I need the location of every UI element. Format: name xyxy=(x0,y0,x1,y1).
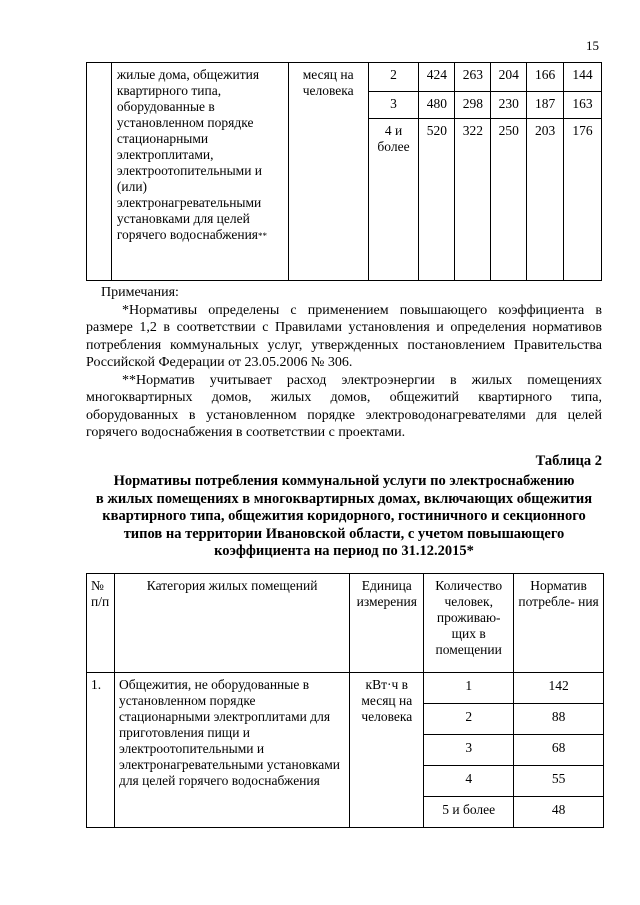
norm-cell: 88 xyxy=(514,704,604,735)
unit-cell: кВт·ч в месяц на человека xyxy=(350,673,424,828)
title-line: квартирного типа, общежития коридорного, гостиничного и секционного xyxy=(102,508,586,524)
header-category: Категория жилых помещений xyxy=(114,574,349,673)
value-cell: 204 xyxy=(491,63,527,92)
persons-cell: 3 xyxy=(368,92,419,119)
value-cell: 298 xyxy=(455,92,491,119)
value-cell: 166 xyxy=(527,63,564,92)
table-header-row xyxy=(87,574,604,673)
persons-cell: 5 и более xyxy=(424,797,514,828)
persons-cell: 4 и более xyxy=(368,119,419,281)
table-row xyxy=(87,63,602,92)
value-cell: 187 xyxy=(527,92,564,119)
value-cell: 203 xyxy=(527,119,564,281)
norm-cell: 48 xyxy=(514,797,604,828)
norm-cell: 142 xyxy=(514,673,604,704)
norm-cell: 68 xyxy=(514,735,604,766)
title-line: Нормативы потребления коммунальной услуги по электроснабжению xyxy=(113,473,575,489)
value-cell: 250 xyxy=(491,119,527,281)
value-cell: 520 xyxy=(419,119,455,281)
row-num: 1. xyxy=(87,673,115,828)
page-number: 15 xyxy=(586,38,599,53)
value-cell: 322 xyxy=(455,119,491,281)
category-text: жилые дома, общежития квартирного типа, оборудованные в установленном порядке стационарными электроплитами, электроотопительными и (или) электронагревательными установками для целей горячего водоснабжения xyxy=(116,67,263,242)
table-title xyxy=(86,473,602,561)
persons-cell: 2 xyxy=(368,63,419,92)
persons-cell: 3 xyxy=(424,735,514,766)
table-row xyxy=(87,673,604,704)
header-norm: Норматив потребле- ния xyxy=(514,574,604,673)
norms-table xyxy=(86,573,604,828)
note-2: **Норматив учитывает расход электроэнергии в жилых помещениях многоквартирных домов, жилых домов, общежитий квартирного типа, оборудованных в установленном порядке электроводонагревателями для целей горячего водоснабжения в соответствии с проектами. xyxy=(86,372,602,440)
table-label: Таблица 2 xyxy=(535,453,602,469)
persons-cell: 2 xyxy=(424,704,514,735)
note-1: *Нормативы определены с применением повышающего коэффициента в размере 1,2 в соответствии с Правилами установления и определения нормативов потребления коммунальных услуг, утвержденных постановлением Правительства Российской Федерации от 23.05.2006 № 306. xyxy=(86,302,602,370)
title-line: в жилых помещениях в многоквартирных домах, включающих общежития xyxy=(95,490,593,507)
unit-cell: месяц на человека xyxy=(288,63,368,281)
continued-norms-table xyxy=(86,62,602,281)
notes-heading: Примечания: xyxy=(101,285,179,300)
value-cell: 480 xyxy=(419,92,455,119)
header-num: № п/п xyxy=(87,574,115,673)
header-unit: Единица измерения xyxy=(350,574,424,673)
persons-cell: 1 xyxy=(424,673,514,704)
value-cell: 230 xyxy=(491,92,527,119)
value-cell: 144 xyxy=(564,63,602,92)
value-cell: 263 xyxy=(455,63,491,92)
persons-cell: 4 xyxy=(424,766,514,797)
value-cell: 176 xyxy=(564,119,602,281)
norm-cell: 55 xyxy=(514,766,604,797)
footnote-mark: ** xyxy=(258,231,268,241)
empty-num-cell xyxy=(87,63,112,281)
category-cell: Общежития, не оборудованные в установленном порядке стационарными электроплитами для приготовления пищи и электроотопительными и электронагревательными установками для целей горячего водоснабжения xyxy=(114,673,349,828)
category-cell xyxy=(111,63,288,281)
value-cell: 424 xyxy=(419,63,455,92)
notes-section xyxy=(86,284,602,442)
title-line: типов на территории Ивановской области, с учетом повышающего xyxy=(123,525,565,542)
header-persons: Количество человек, проживаю- щих в помещении xyxy=(424,574,514,673)
value-cell: 163 xyxy=(564,92,602,119)
title-line: коэффициента на период по 31.12.2015* xyxy=(214,543,474,559)
